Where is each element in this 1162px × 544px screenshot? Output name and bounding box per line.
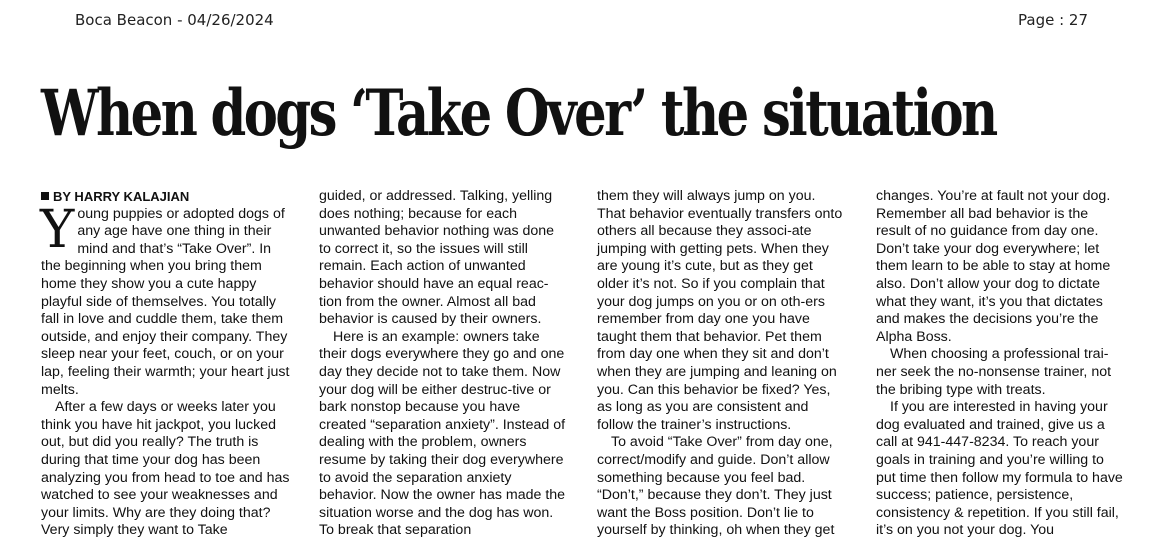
drop-cap: Y <box>40 199 75 260</box>
article-paragraph: If you are interested in having your dog evaluated and trained, give us a call at 941-447-8234. To reach your goals in training and you’re willing to put time then follow my formula to have success; patience, persistence, consistency & repetition. If you still fail, it’s on you not your dog. You <box>876 399 1123 539</box>
article-headline: When dogs ‘Take Over’ the situation <box>41 76 996 151</box>
article-paragraph: After a few days or weeks later you think you have hit jackpot, you lucked out, but did you really? The truth is during that time your dog has been analyzing you from head to toe and has watched to see your weaknesses and your limits. Why are they doing that? Very simply they want to Take <box>41 399 290 539</box>
publication-date: Boca Beacon - 04/26/2024 <box>75 11 274 29</box>
article-paragraph: them they will always jump on you. That behavior eventually transfers onto others all because they associ-ate jumping with getting pets. When they are young it’s cute, but as they get older it’s not. So if you complain that your dog jumps on you or on oth-ers remember from day one you have taught them that behavior. Pet them from day one when they sit and don’t when they are jumping and leaning on you. Can this behavior be fixed? Yes, as long as you are consistent and follow the trainer’s instructions. <box>597 188 843 433</box>
page-number: Page : 27 <box>1018 11 1088 29</box>
article-paragraph: changes. You’re at fault not your dog. Remember all bad behavior is the result of no guidance from day one. Don’t take your dog everywhere; let them learn to be able to stay at home also. Don’t allow your dog to dictate what they want, it’s you that dictates and makes the decisions you’re the Alpha Boss. <box>876 188 1111 345</box>
article-column-1 <box>41 188 291 540</box>
article-paragraph: Here is an example: owners take their dogs everywhere they go and one day they decide not to take them. Now your dog will be either destruc-tive or bark nonstop because you have created “separation anxiety”. Instead of dealing with the problem, owners resume by taking their dog everywhere to avoid the separation anxiety behavior. Now the owner has made the situation worse and the dog has won. To break that separation <box>319 328 566 539</box>
article-column-3 <box>597 188 847 540</box>
article-paragraph: To avoid “Take Over” from day one, correct/modify and guide. Don’t allow something because you feel bad. “Don’t,” because they don’t. They just want the Boss position. Don’t lie to yourself by thinking, oh when they get <box>597 434 835 539</box>
byline-square-icon <box>41 192 49 200</box>
article-paragraph: When choosing a professional trai-ner seek the no-nonsense trainer, not the bribing type with treats. <box>876 346 1112 398</box>
byline-text: BY HARRY KALAJIAN <box>53 189 190 204</box>
article-paragraph <box>40 199 291 400</box>
article-paragraph: guided, or addressed. Talking, yelling does nothing; because for each unwanted behavior nothing was done to correct it, so the issues will still remain. Each action of unwanted behavior should have an equal reac-tion from the owner. Almost all bad behavior is caused by their owners. <box>319 188 555 328</box>
byline <box>41 188 291 206</box>
paragraph-text: oung puppies or adopted dogs of any age have one thing in their mind and that’s “Take Over”. In the beginning when you bring them home they show you a cute happy playful side of themselves. You totally fall in love and cuddle them, take them outside, and enjoy their company. They sleep near your feet, couch, or on your lap, feeling their warmth; your heart just melts. <box>41 205 290 398</box>
article-column-4 <box>876 188 1126 540</box>
article-column-2 <box>319 188 569 540</box>
